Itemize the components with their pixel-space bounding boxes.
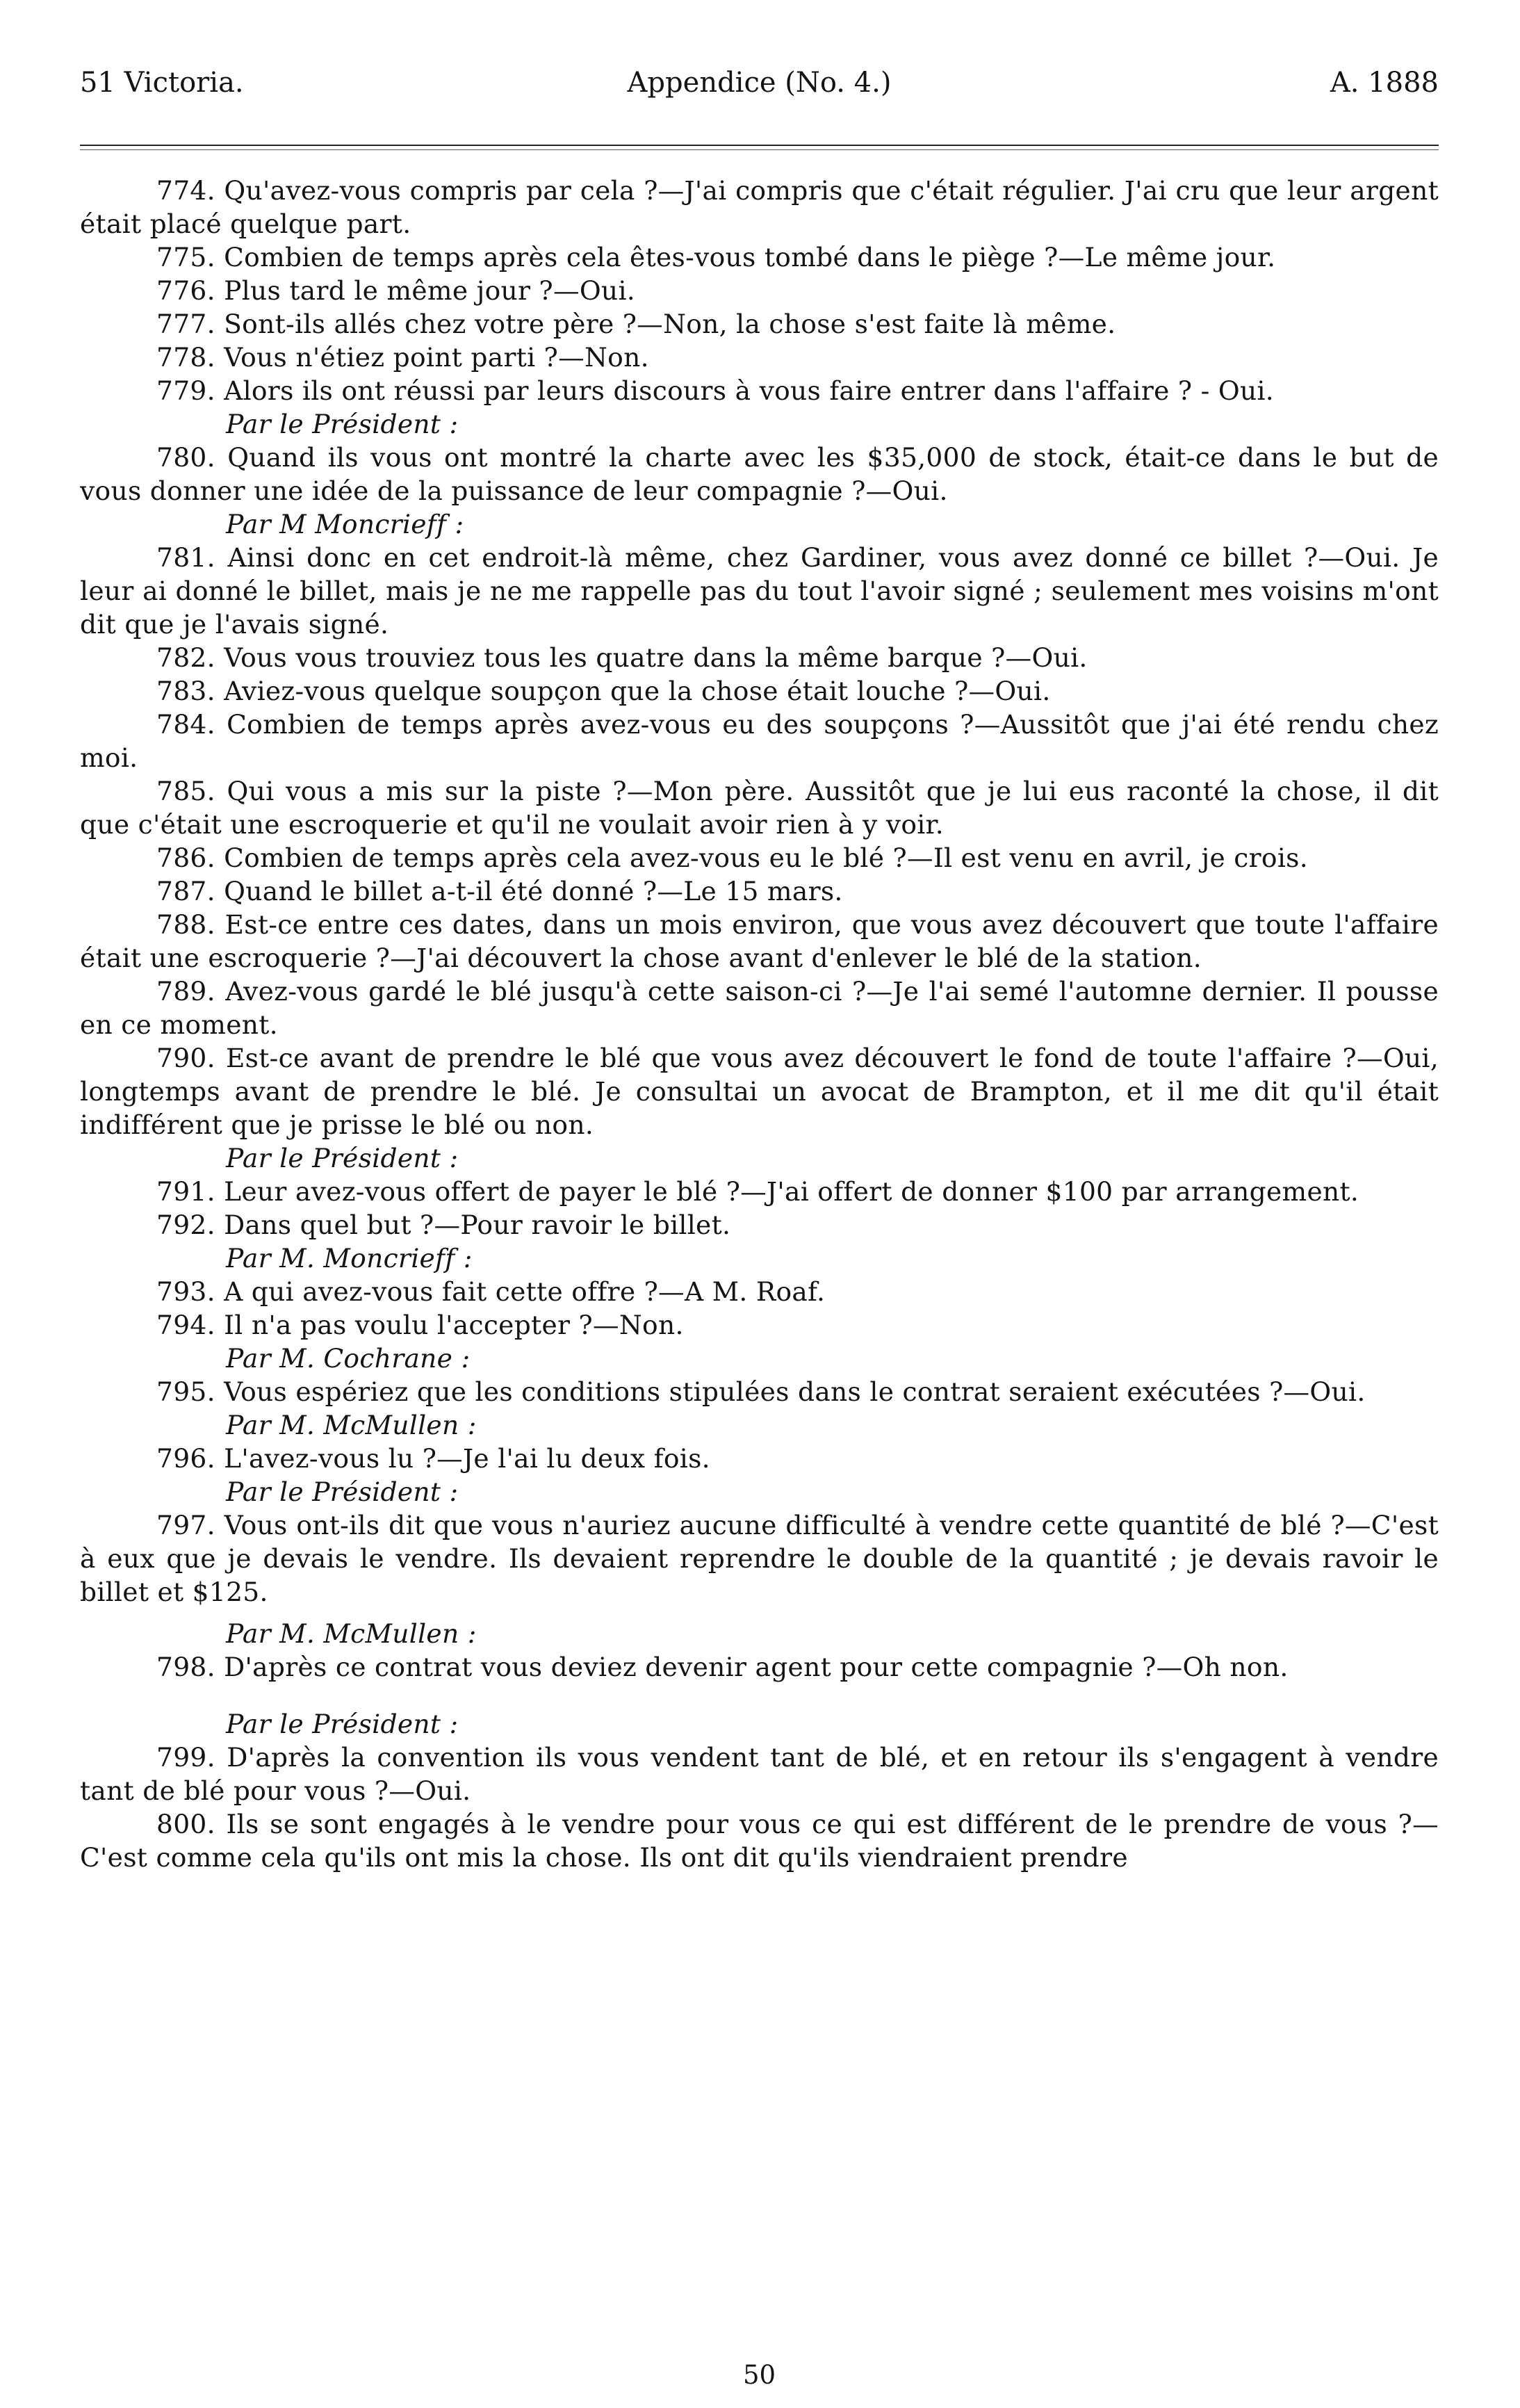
header-rule-thin	[80, 149, 1439, 150]
question-number: 790.	[156, 1043, 215, 1073]
question-text: Vous n'étiez point parti ?—Non.	[224, 342, 649, 373]
question-text: Quand le billet a-t-il été donné ?—Le 15 mars.	[224, 876, 843, 906]
question-number: 798.	[156, 1652, 215, 1682]
question-text: Plus tard le même jour ?—Oui.	[224, 275, 636, 306]
question-number: 789.	[156, 976, 215, 1007]
question-number: 774.	[156, 175, 215, 206]
question-number: 782.	[156, 642, 215, 673]
speaker-heading: Par M Moncrieff :	[226, 509, 464, 539]
question-text: D'après ce contrat vous deviez devenir agent pour cette compagnie ?—Oh non.	[224, 1652, 1289, 1682]
question-text: Combien de temps après cela êtes-vous tombé dans le piège ?—Le même jour.	[224, 242, 1276, 272]
question-text: Qui vous a mis sur la piste ?—Mon père. Aussitôt que je lui eus raconté la chose, il dit que c'était une escroquerie et qu'il ne voulait avoir rien à y voir.	[80, 776, 1439, 840]
question-answer	[80, 441, 1439, 507]
speaker-heading: Par le Président :	[226, 409, 459, 439]
question-number: 787.	[156, 876, 215, 906]
question-answer	[80, 708, 1439, 774]
question-answer	[80, 841, 1439, 874]
question-number: 788.	[156, 909, 215, 940]
question-answer	[80, 1308, 1439, 1342]
question-text: Aviez-vous quelque soupçon que la chose était louche ?—Oui.	[224, 676, 1051, 706]
question-number: 792.	[156, 1210, 215, 1240]
question-answer	[80, 1442, 1439, 1475]
question-text: Dans quel but ?—Pour ravoir le billet.	[224, 1210, 731, 1240]
question-text: Quand ils vous ont montré la charte avec les $35,000 de stock, était-ce dans le but de vous donner une idée de la puissance de leur compagnie ?—Oui.	[80, 442, 1439, 506]
question-answer	[80, 674, 1439, 708]
testimony-body	[80, 174, 1439, 1874]
question-answer	[80, 975, 1439, 1041]
question-answer	[80, 374, 1439, 407]
question-answer	[80, 1650, 1439, 1684]
question-text: Vous ont-ils dit que vous n'auriez aucune difficulté à vendre cette quantité de blé ?—C'est à eux que je devais le vendre. Ils devaient reprendre le double de la quantité ; je devais ravoir le billet et $125.	[80, 1510, 1439, 1607]
question-answer	[80, 1741, 1439, 1807]
speaker-heading: Par le Président :	[226, 1476, 459, 1507]
header-session: 51 Victoria.	[80, 67, 244, 99]
question-number: 779.	[156, 375, 215, 406]
question-answer	[80, 641, 1439, 674]
question-answer	[80, 908, 1439, 975]
question-text: Avez-vous gardé le blé jusqu'à cette saison-ci ?—Je l'ai semé l'automne dernier. Il pousse en ce moment.	[80, 976, 1439, 1040]
question-answer	[80, 307, 1439, 341]
speaker-heading: Par M. Moncrieff :	[226, 1243, 473, 1274]
question-answer	[80, 174, 1439, 241]
question-answer	[80, 341, 1439, 374]
question-answer	[80, 1175, 1439, 1208]
question-answer	[80, 1275, 1439, 1308]
question-number: 795.	[156, 1376, 215, 1407]
question-answer	[80, 1375, 1439, 1408]
question-text: Vous espériez que les conditions stipulées dans le contrat seraient exécutées ?—Oui.	[224, 1376, 1366, 1407]
question-number: 775.	[156, 242, 215, 272]
question-answer	[80, 1041, 1439, 1141]
question-number: 797.	[156, 1510, 215, 1540]
speaker-heading: Par le Président :	[226, 1709, 459, 1739]
page-number: 50	[742, 2360, 776, 2390]
question-number: 793.	[156, 1276, 215, 1307]
question-number: 783.	[156, 676, 215, 706]
question-text: Qu'avez-vous compris par cela ?—J'ai compris que c'était régulier. J'ai cru que leur argent était placé quelque part.	[80, 175, 1439, 239]
speaker-heading: Par M. McMullen :	[226, 1618, 477, 1649]
question-text: Alors ils ont réussi par leurs discours à vous faire entrer dans l'affaire ? - Oui.	[224, 375, 1275, 406]
question-text: Il n'a pas voulu l'accepter ?—Non.	[224, 1310, 684, 1340]
question-answer	[80, 1208, 1439, 1242]
running-header	[80, 49, 1439, 104]
header-year: A. 1888	[1330, 67, 1439, 99]
question-text: Leur avez-vous offert de payer le blé ?—J'ai offert de donner $100 par arrangement.	[224, 1176, 1359, 1207]
question-number: 781.	[156, 542, 215, 573]
question-text: Combien de temps après cela avez-vous eu le blé ?—Il est venu en avril, je crois.	[224, 843, 1308, 873]
question-answer	[80, 541, 1439, 641]
question-text: D'après la convention ils vous vendent tant de blé, et en retour ils s'engagent à vendre tant de blé pour vous ?—Oui.	[80, 1742, 1439, 1806]
question-answer	[80, 774, 1439, 841]
question-text: Combien de temps après avez-vous eu des soupçons ?—Aussitôt que j'ai été rendu chez moi.	[80, 709, 1439, 773]
question-number: 796.	[156, 1443, 215, 1474]
question-answer	[80, 241, 1439, 274]
question-text: Ils se sont engagés à le vendre pour vous ce qui est différent de le prendre de vous ?—C'est comme cela qu'ils ont mis la chose. Ils ont dit qu'ils viendraient prendre	[80, 1809, 1439, 1873]
question-number: 791.	[156, 1176, 215, 1207]
question-number: 785.	[156, 776, 215, 806]
header-appendix: Appendice (No. 4.)	[627, 67, 892, 99]
speaker-heading: Par le Président :	[226, 1143, 459, 1173]
question-text: L'avez-vous lu ?—Je l'ai lu deux fois.	[224, 1443, 710, 1474]
document-page	[80, 49, 1439, 2391]
question-text: A qui avez-vous fait cette offre ?—A M. Roaf.	[224, 1276, 826, 1307]
question-answer	[80, 874, 1439, 908]
question-answer	[80, 1508, 1439, 1609]
question-number: 786.	[156, 843, 215, 873]
question-text: Ainsi donc en cet endroit-là même, chez Gardiner, vous avez donné ce billet ?—Oui. Je leur ai donné le billet, mais je ne me rappelle pas du tout l'avoir signé ; seulement mes voisins m'ont dit que je l'avais signé.	[80, 542, 1439, 640]
question-number: 777.	[156, 309, 215, 339]
question-answer	[80, 274, 1439, 307]
header-rule	[80, 145, 1439, 146]
question-number: 799.	[156, 1742, 215, 1773]
question-answer	[80, 1807, 1439, 1874]
question-text: Est-ce entre ces dates, dans un mois environ, que vous avez découvert que toute l'affaire était une escroquerie ?—J'ai découvert la chose avant d'enlever le blé de la station.	[80, 909, 1439, 973]
question-number: 778.	[156, 342, 215, 373]
question-number: 776.	[156, 275, 215, 306]
speaker-heading: Par M. McMullen :	[226, 1410, 477, 1440]
speaker-heading: Par M. Cochrane :	[226, 1343, 471, 1374]
question-number: 780.	[156, 442, 215, 473]
question-text: Est-ce avant de prendre le blé que vous avez découvert le fond de toute l'affaire ?—Oui, longtemps avant de prendre le blé. Je consultai un avocat de Brampton, et il me dit qu'il était indifférent que je prisse le blé ou non.	[80, 1043, 1439, 1140]
question-number: 794.	[156, 1310, 215, 1340]
question-number: 784.	[156, 709, 215, 740]
question-number: 800.	[156, 1809, 215, 1839]
question-text: Sont-ils allés chez votre père ?—Non, la chose s'est faite là même.	[224, 309, 1116, 339]
question-text: Vous vous trouviez tous les quatre dans la même barque ?—Oui.	[224, 642, 1088, 673]
